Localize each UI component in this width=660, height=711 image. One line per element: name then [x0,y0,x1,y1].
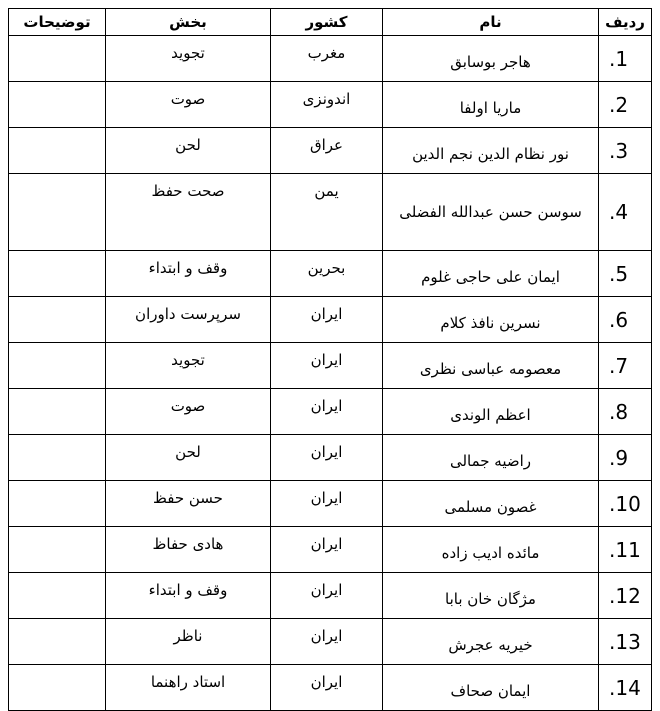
cell-notes [9,297,106,343]
table-row [9,174,652,251]
row-number: .12 [599,573,652,619]
cell-name: معصومه عباسی نظری [383,343,599,389]
cell-country: ایران [271,297,383,343]
cell-country: عراق [271,128,383,174]
cell-notes [9,389,106,435]
table-row [9,128,652,174]
header-name: نام [383,9,599,36]
cell-section: صحت حفظ [106,174,271,251]
cell-country: ایران [271,343,383,389]
table-row [9,435,652,481]
row-number: .10 [599,481,652,527]
row-number: .11 [599,527,652,573]
cell-name: مژگان خان بابا [383,573,599,619]
table-row [9,82,652,128]
table-row [9,481,652,527]
cell-notes [9,573,106,619]
cell-name: نسرین نافذ کلام [383,297,599,343]
cell-name: سوسن حسن عبدالله الفضلی [383,174,599,251]
header-section: بخش [106,9,271,36]
cell-notes [9,481,106,527]
cell-notes [9,665,106,711]
cell-notes [9,36,106,82]
cell-notes [9,251,106,297]
row-number: .13 [599,619,652,665]
table-row [9,527,652,573]
table-row [9,665,652,711]
row-number: .7 [599,343,652,389]
row-number: .5 [599,251,652,297]
cell-section: استاد راهنما [106,665,271,711]
cell-country: ایران [271,389,383,435]
cell-name: ایمان صحاف [383,665,599,711]
table-row [9,619,652,665]
cell-notes [9,128,106,174]
header-country: کشور [271,9,383,36]
judges-table-container [8,8,652,711]
cell-name: راضیه جمالی [383,435,599,481]
cell-name: ایمان علی حاجی غلوم [383,251,599,297]
table-row [9,297,652,343]
cell-section: هادی حفاظ [106,527,271,573]
table-row [9,36,652,82]
row-number: .4 [599,174,652,251]
row-number: .9 [599,435,652,481]
row-number: .14 [599,665,652,711]
cell-country: بحرین [271,251,383,297]
cell-section: لحن [106,128,271,174]
table-row [9,573,652,619]
cell-country: یمن [271,174,383,251]
row-number: .8 [599,389,652,435]
cell-country: ایران [271,435,383,481]
row-number: .2 [599,82,652,128]
cell-name: اعظم الوندی [383,389,599,435]
header-row-number: ردیف [599,9,652,36]
cell-country: ایران [271,481,383,527]
cell-country: ایران [271,573,383,619]
row-number: .6 [599,297,652,343]
cell-country: مغرب [271,36,383,82]
cell-notes [9,174,106,251]
cell-notes [9,527,106,573]
cell-section: حسن حفظ [106,481,271,527]
cell-name: نور نظام الدین نجم الدین [383,128,599,174]
cell-section: تجوید [106,36,271,82]
cell-notes [9,435,106,481]
cell-name: غصون مسلمی [383,481,599,527]
cell-section: صوت [106,389,271,435]
cell-notes [9,82,106,128]
cell-notes [9,343,106,389]
cell-section: سرپرست داوران [106,297,271,343]
row-number: .1 [599,36,652,82]
cell-country: ایران [271,527,383,573]
cell-section: ناظر [106,619,271,665]
cell-section: وقف و ابتداء [106,573,271,619]
table-row [9,343,652,389]
table-row [9,389,652,435]
cell-section: تجوید [106,343,271,389]
judges-table [8,8,652,711]
cell-section: وقف و ابتداء [106,251,271,297]
header-notes: توضیحات [9,9,106,36]
cell-notes [9,619,106,665]
cell-name: هاجر بوسابق [383,36,599,82]
cell-country: ایران [271,619,383,665]
cell-section: صوت [106,82,271,128]
row-number: .3 [599,128,652,174]
cell-name: خیریه عجرش [383,619,599,665]
cell-name: ماریا اولفا [383,82,599,128]
cell-country: اندونزی [271,82,383,128]
table-header-row [9,9,652,36]
cell-section: لحن [106,435,271,481]
table-row [9,251,652,297]
cell-name: مائده ادیب زاده [383,527,599,573]
cell-country: ایران [271,665,383,711]
